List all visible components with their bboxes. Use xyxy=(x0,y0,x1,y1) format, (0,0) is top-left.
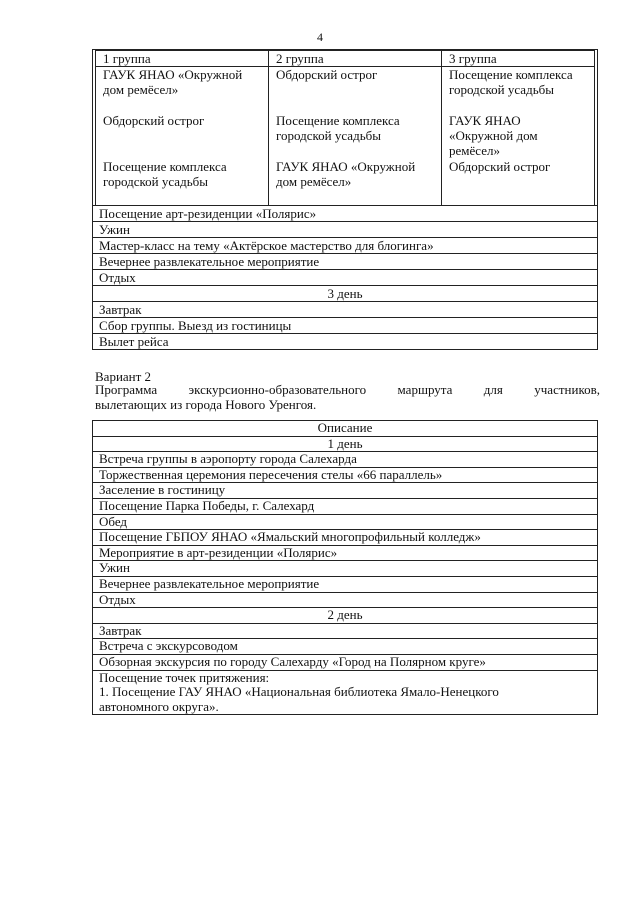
variant-title: Вариант 2 xyxy=(95,369,152,384)
groups-cell xyxy=(93,50,598,206)
table-row: Встреча группы в аэропорту города Салехарда xyxy=(93,452,598,468)
group-header: 2 группа xyxy=(269,51,442,67)
table-row: Вылет рейса xyxy=(93,334,598,350)
page-number: 4 xyxy=(317,30,323,44)
group-header: 1 группа xyxy=(96,51,269,67)
group-cell: Обдорский острог xyxy=(269,67,442,114)
intro-line-2: вылетающих из города Нового Уренгоя. xyxy=(95,397,317,412)
table-row: Отдых xyxy=(93,592,598,608)
intro-line-1: Программа экскурсионно-образовательного маршрута для участников, xyxy=(95,382,600,397)
table-row: Завтрак xyxy=(93,302,598,318)
day-header: 1 день xyxy=(93,436,598,452)
group-cell: Посещение комплекса городской усадьбы xyxy=(269,113,442,159)
table-header: Описание xyxy=(93,421,598,437)
table-row: Встреча с экскурсоводом xyxy=(93,639,598,655)
table-row: Сбор группы. Выезд из гостиницы xyxy=(93,318,598,334)
group-cell: ГАУК ЯНАО «Окружной дом ремёсел» xyxy=(269,159,442,205)
program-intro xyxy=(95,382,600,412)
table-row: Посещение точек притяжения: 1. Посещение ГАУ ЯНАО «Национальная библиотека Ямало-Ненецкого автономного округа». xyxy=(93,670,598,715)
table-row: Мастер-класс на тему «Актёрское мастерство для блогинга» xyxy=(93,238,598,254)
group-cell: Обдорский острог xyxy=(442,159,595,205)
table-row: Посещение арт-резиденции «Полярис» xyxy=(93,206,598,222)
table-row: Обед xyxy=(93,514,598,530)
day-header: 3 день xyxy=(93,286,598,302)
group-header: 3 группа xyxy=(442,51,595,67)
group-cell: Обдорский острог xyxy=(96,113,269,159)
table-row: Заселение в гостиницу xyxy=(93,483,598,499)
table-row: Ужин xyxy=(93,561,598,577)
table-row: Мероприятие в арт-резиденции «Полярис» xyxy=(93,545,598,561)
group-cell: Посещение комплекса городской усадьбы xyxy=(442,67,595,114)
table-row: Посещение Парка Победы, г. Салехард xyxy=(93,498,598,514)
table-row: Посещение ГБПОУ ЯНАО «Ямальский многопрофильный колледж» xyxy=(93,530,598,546)
table-row: Вечернее развлекательное мероприятие xyxy=(93,576,598,592)
table-row: Отдых xyxy=(93,270,598,286)
group-cell: Посещение комплекса городской усадьбы xyxy=(96,159,269,205)
group-cell: ГАУК ЯНАО «Окружной дом ремёсел» xyxy=(96,67,269,114)
table-row: Ужин xyxy=(93,222,598,238)
day-header: 2 день xyxy=(93,608,598,624)
schedule-table-1 xyxy=(92,49,598,350)
table-row: Торжественная церемония пересечения стелы «66 параллель» xyxy=(93,467,598,483)
table-row: Обзорная экскурсия по городу Салехарду «Город на Полярном круге» xyxy=(93,654,598,670)
table-row: Вечернее развлекательное мероприятие xyxy=(93,254,598,270)
table-row: Завтрак xyxy=(93,623,598,639)
group-cell: ГАУК ЯНАО «Окружной дом ремёсел» xyxy=(442,113,595,159)
schedule-table-2 xyxy=(92,420,598,715)
groups-table xyxy=(95,50,595,205)
